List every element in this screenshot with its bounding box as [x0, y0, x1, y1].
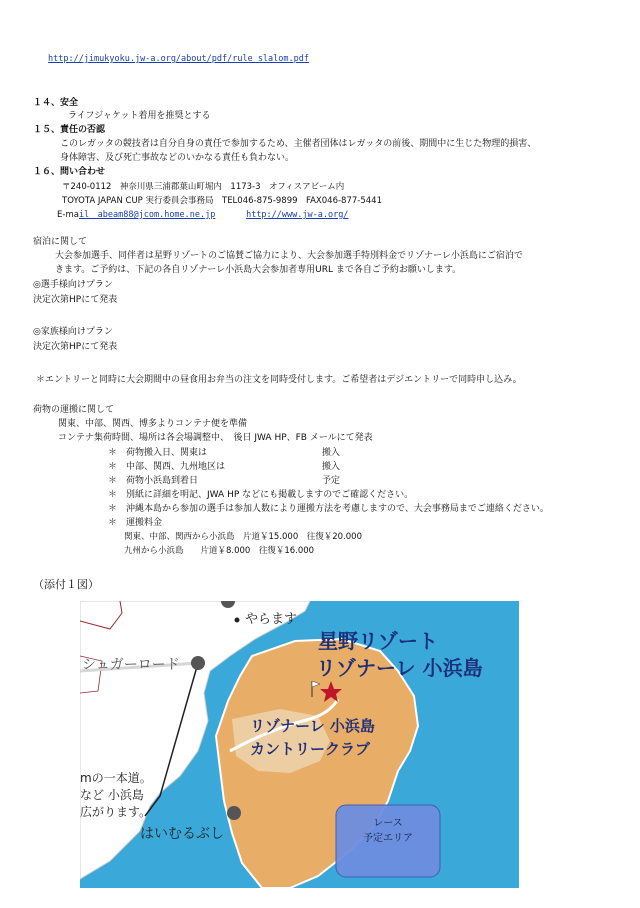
road-label: シュガーロード: [82, 657, 180, 673]
section-14-title: １４、安全: [33, 98, 79, 108]
shipping-fee-2: 九州から小浜島 片道￥8.000 往復￥16.000: [124, 546, 315, 556]
section-15-title: １５、責任の否認: [33, 125, 106, 135]
section-15-line2: 身体障害、及び死亡事故などのいかなる責任も負わない。: [60, 153, 295, 163]
map-note-line1: mの一本道。: [80, 771, 152, 785]
lunch-note: ＊エントリーと同時に大会期間中の昼食用お弁当の注文を同時受付します。ご希望者はデジエントリーで同時申し込み。: [36, 375, 522, 385]
lodging-line2: きます。ご予約は、下記の各自リゾナーレ小浜島大会参加者専用URL まで各自ご予約お願いします。: [55, 265, 462, 275]
club-title-line1: リゾナーレ 小浜島: [250, 717, 375, 735]
shipping-fee-1: 関東、中部、関西から小浜島 片道￥15.000 往復￥20.000: [124, 532, 362, 542]
shipping-item: ＊ 沖縄本島から参加の選手は参加人数により運搬方法を考慮しますので、大会事務局までご連絡ください。: [108, 504, 549, 514]
race-area-label-line1: レース: [373, 818, 403, 829]
shipping-item: ＊ 別紙に詳細を明記、JWA HP などにも掲載しますのでご確認ください。: [108, 490, 414, 500]
shipping-line1: 関東、中部、関西、博多よりコンテナ便を準備: [58, 419, 248, 429]
resort-map: [80, 601, 519, 888]
shipping-heading: 荷物の運搬に関して: [33, 405, 115, 415]
player-plan-note: 決定次第HPにて発表: [33, 295, 118, 305]
email-prefix: E-ma: [57, 210, 79, 220]
club-title-line2: カントリークラブ: [250, 740, 371, 758]
section-16-title: １６、問い合わせ: [33, 167, 106, 177]
haimurubushi-dot: [227, 806, 241, 820]
lodging-heading: 宿泊に関して: [33, 237, 88, 247]
shipping-item: ＊ 運搬料金: [108, 518, 163, 528]
resort-title-line2: リゾナーレ 小浜島: [316, 656, 483, 680]
site-link[interactable]: http://www.jw-a.org/: [246, 210, 349, 220]
shipping-item: ＊ 荷物搬入日、関東は: [108, 448, 208, 458]
shipping-item-value: 搬入: [322, 462, 341, 472]
resort-title-line1: 星野リゾート: [318, 629, 438, 653]
section-15-line1: このレガッタの競技者は自分自身の責任で参加するため、主催者団体はレガッタの前後、期間中に生じた物理的損害、: [60, 139, 537, 149]
contact-email-row: [57, 209, 348, 221]
shipping-line2: コンテナ集荷時間、場所は各会場調整中、 後日 JWA HP、FB メールにて発表: [58, 433, 373, 443]
map-note-line3: 広がります。: [80, 805, 152, 819]
yaramasu-dot: [235, 618, 240, 623]
contact-address: 〒240-0112 神奈川県三浦郡葉山町堀内 1173-3 オフィスアビーム内: [62, 182, 345, 192]
section-14-body: ライフジャケット着用を推奨とする: [68, 111, 211, 121]
email-link[interactable]: il abeam88@jcom.home.ne.jp: [78, 210, 216, 220]
player-plan: ◎選手様向けプラン: [33, 280, 113, 290]
contact-office: TOYOTA JAPAN CUP 実行委員会事務局 TEL046-875-9899 FAX046-877-5441: [62, 196, 382, 206]
shipping-item: ＊ 中部、関西、九州地区は: [108, 462, 226, 472]
map-note-line2: など 小浜島: [80, 788, 144, 802]
lodging-line1: 大会参加選手、同伴者は星野リゾートのご協賛ご協力により、大会参加選手特別料金でリゾナーレ小浜島にご宿泊で: [55, 251, 523, 261]
road-marker-dot: [191, 656, 205, 670]
shipping-item: ＊ 荷物小浜島到着日: [108, 476, 199, 486]
shipping-item-value: 予定: [322, 476, 341, 486]
place-label-yaramasu: やらます: [245, 612, 298, 627]
shipping-item-value: 搬入: [322, 448, 341, 458]
place-label-haimurubushi: はいむるぶし: [140, 826, 224, 842]
family-plan: ◎家族様向けプラン: [33, 327, 113, 337]
rule-pdf-link[interactable]: http://jimukyoku.jw-a.org/about/pdf/rule_slalom.pdf: [48, 54, 309, 64]
figure-caption: （添付１図）: [33, 578, 99, 591]
race-area-label-line2: 予定エリア: [363, 833, 413, 844]
family-plan-note: 決定次第HPにて発表: [33, 342, 118, 352]
